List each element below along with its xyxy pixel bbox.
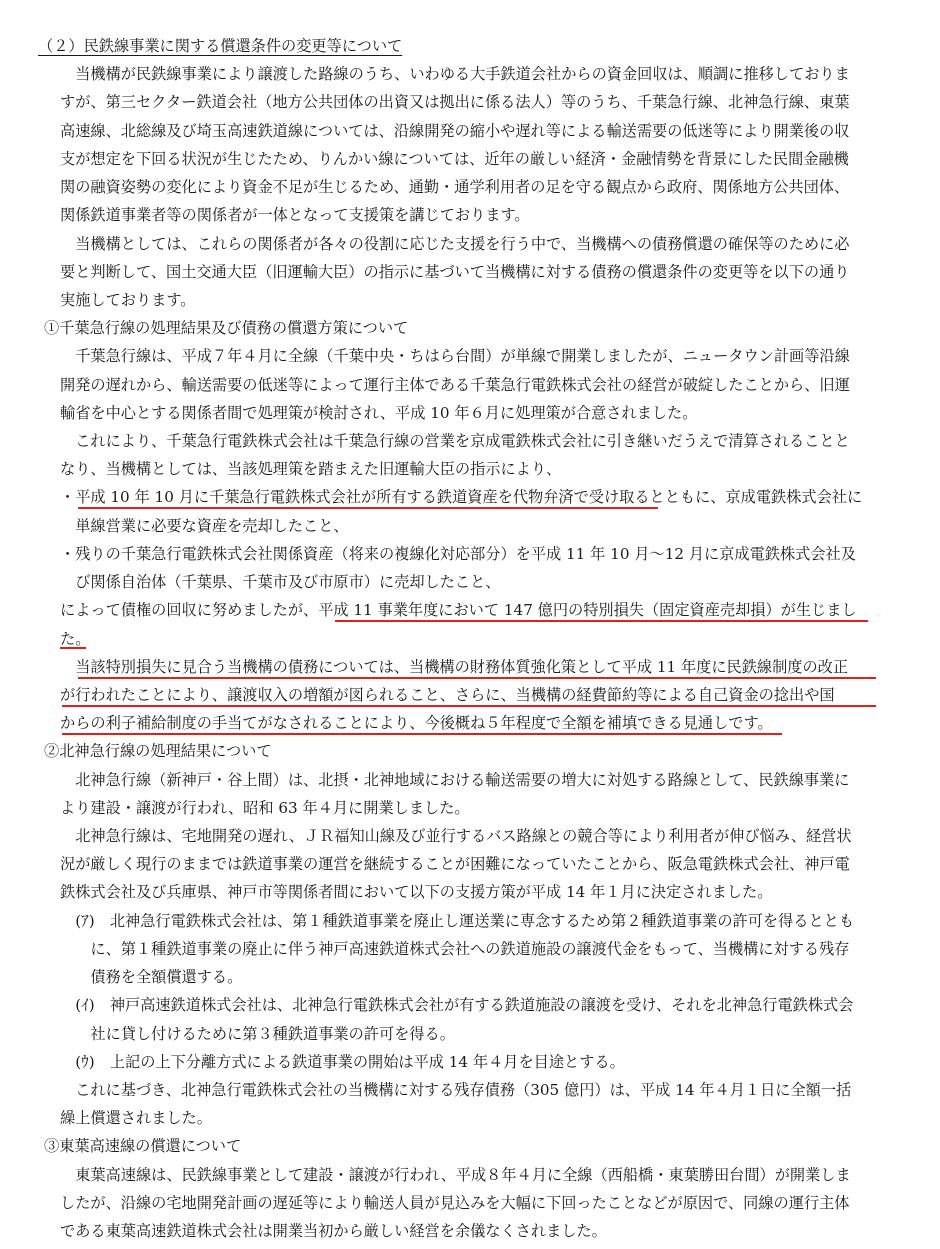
paragraph-line: 当該特別損失に見合う当機構の債務については、当機構の財務体質強化策として平成 11 年度に民鉄線制度の改正 [60,657,849,676]
red-underline-annotation [78,677,876,679]
bullet-line: ・残りの千葉急行電鉄株式会社関係資産（将来の複線化対応部分）を平成 11 年 10 月～12 月に京成電鉄株式会社及 [60,544,856,563]
paragraph-line: 要と判断して、国土交通大臣（旧運輸大臣）の指示に基づいて当機構に対する債務の償還条件の変更等を以下の通り [60,262,850,281]
paragraph-line: が行われたことにより、譲渡収入の増額が図られること、さらに、当機構の経費節約等による自己資金の捻出や国 [60,685,835,704]
paragraph-line: 北神急行線は、宅地開発の遅れ、ＪＲ福知山線及び並行するバス路線との競合等により利用者が伸び悩み、経営状 [60,827,852,845]
paragraph-line: これにより、千葉急行電鉄株式会社は千葉急行線の営業を京成電鉄株式会社に引き継いだうえで清算されることと [60,432,850,450]
subsection-heading: ②北神急行線の処理結果について [44,742,272,761]
paragraph-line: 千葉急行線は、平成７年４月に全線（千葉中央・ちはら台間）が単線で開業しましたが、ニュータウン計画等沿線 [60,347,850,366]
red-underline-annotation [62,733,782,735]
paragraph-line: によって債権の回収に努めましたが、平成 11 事業年度において 147 億円の特別損失（固定資産売却損）が生じまし [60,601,857,620]
paragraph-line: 況が厳しく現行のままでは鉄道事業の運営を継続することが困難になっていたことから、阪急電鉄株式会社、神戸電 [60,855,850,874]
paragraph-line: である東葉高速鉄道株式会社は開業当初から厳しい経営を余儀なくされました。 [60,1222,607,1240]
paragraph-line: 当機構が民鉄線事業により譲渡した路線のうち、いわゆる大手鉄道会社からの資金回収は、順調に推移しておりま [60,65,850,84]
red-underline-annotation [335,620,868,622]
paragraph-line: 高速線、北総線及び埼玉高速鉄道線については、沿線開発の縮小や遅れ等による輸送需要の低迷等により開業後の収 [60,121,850,140]
red-underline-annotation [62,705,876,707]
subsection-heading: ③東葉高速線の償還について [44,1137,242,1156]
paragraph-line: したが、沿線の宅地開発計画の遅延等により輸送人員が見込みを大幅に下回ったことなどが原因で、同線の運行主体 [60,1193,850,1212]
bullet-line: ・平成 10 年 10 月に千葉急行電鉄株式会社が所有する鉄道資産を代物弁済で受け取るとともに、京成電鉄株式会社に [60,488,863,507]
red-underline-annotation [60,647,86,649]
section-title: （２）民鉄線事業に関する償還条件の変更等について [38,37,403,55]
list-item-line: 社に貸し付けるために第３種鉄道事業の許可を得る。 [60,1024,455,1043]
bullet-line: び関係自治体（千葉県、千葉市及び市原市）に売却したこと、 [60,573,501,592]
paragraph-line: からの利子補給制度の手当てがなされることにより、今後概ね５年程度で全額を補填できる見通しです。 [60,714,773,733]
paragraph-line: 繰上償還されました。 [60,1109,212,1128]
paragraph-line: なり、当機構としては、当該処理策を踏まえた旧運輸大臣の指示により、 [60,460,562,479]
list-item-line: に、第１種鉄道事業の廃止に伴う神戸高速鉄道株式会社への鉄道施設の譲渡代金をもって、当機構に対する残存 [60,939,850,958]
paragraph-line: 北神急行線（新神戸・谷上間）は、北摂・北神地域における輸送需要の増大に対処する路線として、民鉄線事業に [60,770,850,789]
paragraph-line: 開発の遅れから、輸送需要の低迷等によって運行主体である千葉急行電鉄株式会社の経営が破綻したことから、旧運 [60,375,850,394]
paragraph-line: た。 [60,629,91,648]
list-item-line: (ｳ) 上記の上下分離方式による鉄道事業の開始は平成 14 年４月を目途とする。 [60,1052,625,1071]
red-underline-annotation [78,507,658,509]
list-item-line: (ｲ) 神戸高速鉄道株式会社は、北神急行電鉄株式会社が有する鉄道施設の譲渡を受け、それを北神急行電鉄株式会 [60,996,854,1015]
paragraph-line: 関の融資姿勢の変化により資金不足が生じるため、通勤・通学利用者の足を守る観点から政府、関係地方公共団体、 [60,178,850,197]
subsection-heading: ①千葉急行線の処理結果及び債務の償還方策について [44,319,409,338]
paragraph-line: これに基づき、北神急行電鉄株式会社の当機構に対する残存債務（305 億円）は、平成 14 年４月１日に全額一括 [60,1080,852,1099]
bullet-line: 単線営業に必要な資産を売却したこと、 [60,516,349,535]
paragraph-line: 実施しております。 [60,290,196,309]
paragraph-line: 当機構としては、これらの関係者が各々の役割に応じた支援を行う中で、当機構への債務償還の確保等のために必 [60,234,850,253]
paragraph-line: 関係鉄道事業者等の関係者が一体となって支援策を講じております。 [60,206,530,225]
paragraph-line: 東葉高速線は、民鉄線事業として建設・譲渡が行われ、平成８年４月に全線（西船橋・東葉勝田台間）が開業しま [60,1165,851,1184]
paragraph-line: 支が想定を下回る状況が生じたため、りんかい線については、近年の厳しい経済・金融情勢を背景にした民間金融機 [60,149,849,168]
paragraph-line: 輸省を中心とする関係者間で処理策が検討され、平成 10 年６月に処理策が合意されました。 [60,403,698,422]
list-item-line: (ｱ) 北神急行電鉄株式会社は、第１種鉄道事業を廃止し運送業に専念するため第２種鉄道事業の許可を得るととも [60,911,855,930]
paragraph-line: すが、第三セクター鉄道会社（地方公共団体の出資又は拠出に係る法人）等のうち、千葉急行線、北神急行線、東葉 [60,93,850,112]
list-item-line: 債務を全額償還する。 [60,968,243,987]
paragraph-line: 鉄株式会社及び兵庫県、神戸市等関係者間において以下の支援方策が平成 14 年１月に決定されました。 [60,883,773,902]
paragraph-line: より建設・譲渡が行われ、昭和 63 年４月に開業しました。 [60,798,470,817]
